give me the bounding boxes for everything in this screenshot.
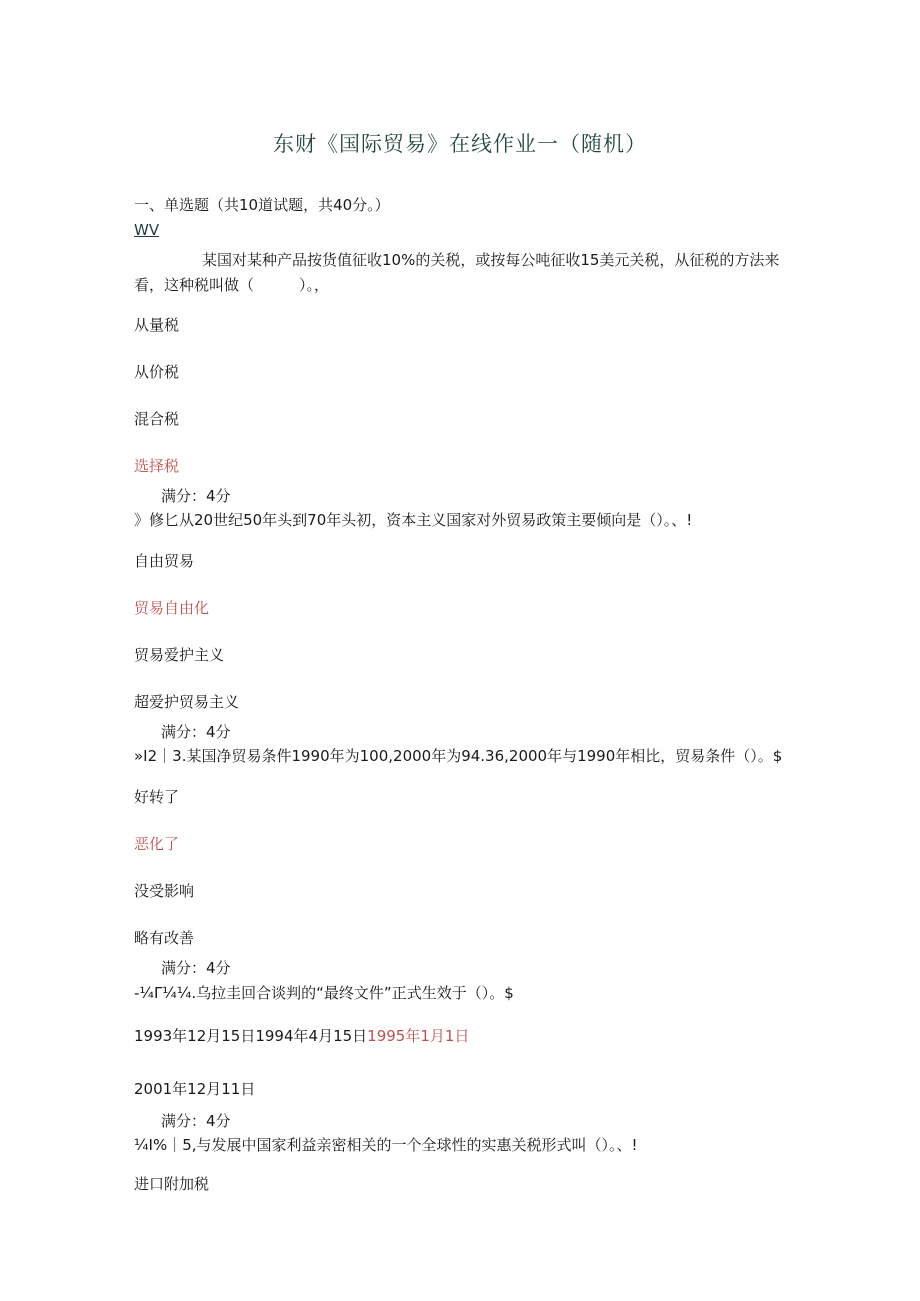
page-title: 东财《国际贸易》在线作业一（随机） <box>273 132 647 156</box>
q1-option-a[interactable]: 从量税 <box>134 316 180 334</box>
q3-option-d[interactable]: 略有改善 <box>134 929 195 947</box>
q1-option-d[interactable]: 选择税 <box>134 457 180 475</box>
question-marker: WV <box>134 221 160 239</box>
q3-option-b[interactable]: 恶化了 <box>134 835 180 853</box>
q1-score: 满分：4分 <box>161 487 231 505</box>
question-5-text: ¼I%｜5,与发展中国家利益亲密相关的一个全球性的实惠关税形式叫（）。、! <box>134 1136 638 1154</box>
q2-option-c[interactable]: 贸易爱护主义 <box>134 646 225 664</box>
question-2-text: 》修匕从20世纪50年头到70年头初，资本主义国家对外贸易政策主要倾向是（）。、! <box>134 511 693 529</box>
q1-option-b[interactable]: 从价税 <box>134 363 180 381</box>
q4-score: 满分：4分 <box>161 1112 231 1130</box>
question-4-text: -¼Γ¼¼.乌拉圭回合谈判的“最终文件”正式生效于（）。$ <box>134 984 514 1002</box>
q4-option-ab[interactable]: 1993年12月15日1994年4月15日 <box>134 1027 368 1045</box>
q2-option-b[interactable]: 贸易自由化 <box>134 599 210 617</box>
q4-options-row <box>134 1025 469 1046</box>
q5-option-a[interactable]: 进口附加税 <box>134 1175 210 1193</box>
q1-option-c[interactable]: 混合税 <box>134 410 180 428</box>
q4-option-c[interactable]: 1995年1月1日 <box>367 1027 470 1045</box>
section-heading: 一、单选题（共10道试题，共40分。） <box>134 196 390 214</box>
q3-option-c[interactable]: 没受影响 <box>134 882 195 900</box>
q3-option-a[interactable]: 好转了 <box>134 788 180 806</box>
q4-option-d[interactable]: 2001年12月11日 <box>134 1080 256 1098</box>
q3-score: 满分：4分 <box>161 959 231 977</box>
q2-option-a[interactable]: 自由贸易 <box>134 552 195 570</box>
q2-option-d[interactable]: 超爱护贸易主义 <box>134 693 240 711</box>
question-3-text: »I2｜3.某国净贸易条件1990年为100,2000年为94.36,2000年与1990年相比，贸易条件（）。$ <box>134 747 783 765</box>
question-1-text: 某国对某种产品按货值征收10%的关税，或按每公吨征收15美元关税，从征税的方法来看，这种税叫做（ ）。， <box>134 251 780 294</box>
q2-score: 满分：4分 <box>161 723 231 741</box>
